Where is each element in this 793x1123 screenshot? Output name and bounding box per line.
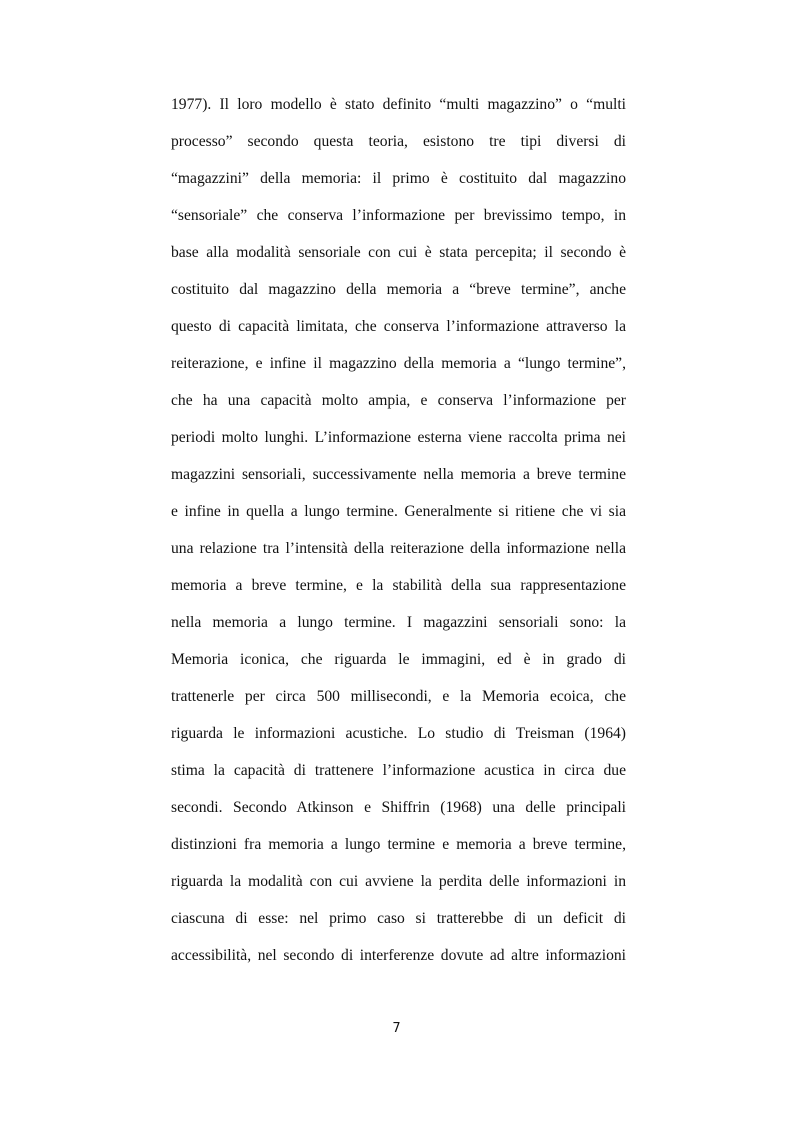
page-number: 7 bbox=[392, 1021, 401, 1036]
text-line: nella memoria a lungo termine. I magazzini sensoriali sono: la bbox=[171, 614, 626, 631]
text-line: e infine in quella a lungo termine. Generalmente si ritiene che vi sia bbox=[171, 503, 626, 520]
text-line: costituito dal magazzino della memoria a “breve termine”, anche bbox=[171, 281, 626, 298]
text-line: trattenerle per circa 500 millisecondi, e la Memoria ecoica, che bbox=[171, 688, 626, 705]
text-line: reiterazione, e infine il magazzino della memoria a “lungo termine”, bbox=[171, 355, 626, 372]
body-paragraph bbox=[171, 91, 626, 979]
text-line: “magazzini” della memoria: il primo è costituito dal magazzino bbox=[171, 170, 626, 187]
text-line: 1977). Il loro modello è stato definito “multi magazzino” o “multi bbox=[171, 96, 626, 113]
text-line: riguarda la modalità con cui avviene la perdita delle informazioni in bbox=[171, 873, 626, 890]
text-line: memoria a breve termine, e la stabilità della sua rappresentazione bbox=[171, 577, 626, 594]
text-line: “sensoriale” che conserva l’informazione per brevissimo tempo, in bbox=[171, 207, 626, 224]
text-line: riguarda le informazioni acustiche. Lo studio di Treisman (1964) bbox=[171, 725, 626, 742]
text-line: magazzini sensoriali, successivamente nella memoria a breve termine bbox=[171, 466, 626, 483]
text-line: questo di capacità limitata, che conserva l’informazione attraverso la bbox=[171, 318, 626, 335]
text-line: periodi molto lunghi. L’informazione esterna viene raccolta prima nei bbox=[171, 429, 626, 446]
text-line: secondi. Secondo Atkinson e Shiffrin (1968) una delle principali bbox=[171, 799, 626, 816]
text-line: processo” secondo questa teoria, esistono tre tipi diversi di bbox=[171, 133, 626, 150]
text-line: ciascuna di esse: nel primo caso si tratterebbe di un deficit di bbox=[171, 910, 626, 927]
text-line: stima la capacità di trattenere l’informazione acustica in circa due bbox=[171, 762, 626, 779]
text-line: distinzioni fra memoria a lungo termine e memoria a breve termine, bbox=[171, 836, 626, 853]
text-line: base alla modalità sensoriale con cui è stata percepita; il secondo è bbox=[171, 244, 626, 261]
text-line: Memoria iconica, che riguarda le immagini, ed è in grado di bbox=[171, 651, 626, 668]
text-line: accessibilità, nel secondo di interferenze dovute ad altre informazioni bbox=[171, 947, 626, 964]
text-line: una relazione tra l’intensità della reiterazione della informazione nella bbox=[171, 540, 626, 557]
text-line: che ha una capacità molto ampia, e conserva l’informazione per bbox=[171, 392, 626, 409]
